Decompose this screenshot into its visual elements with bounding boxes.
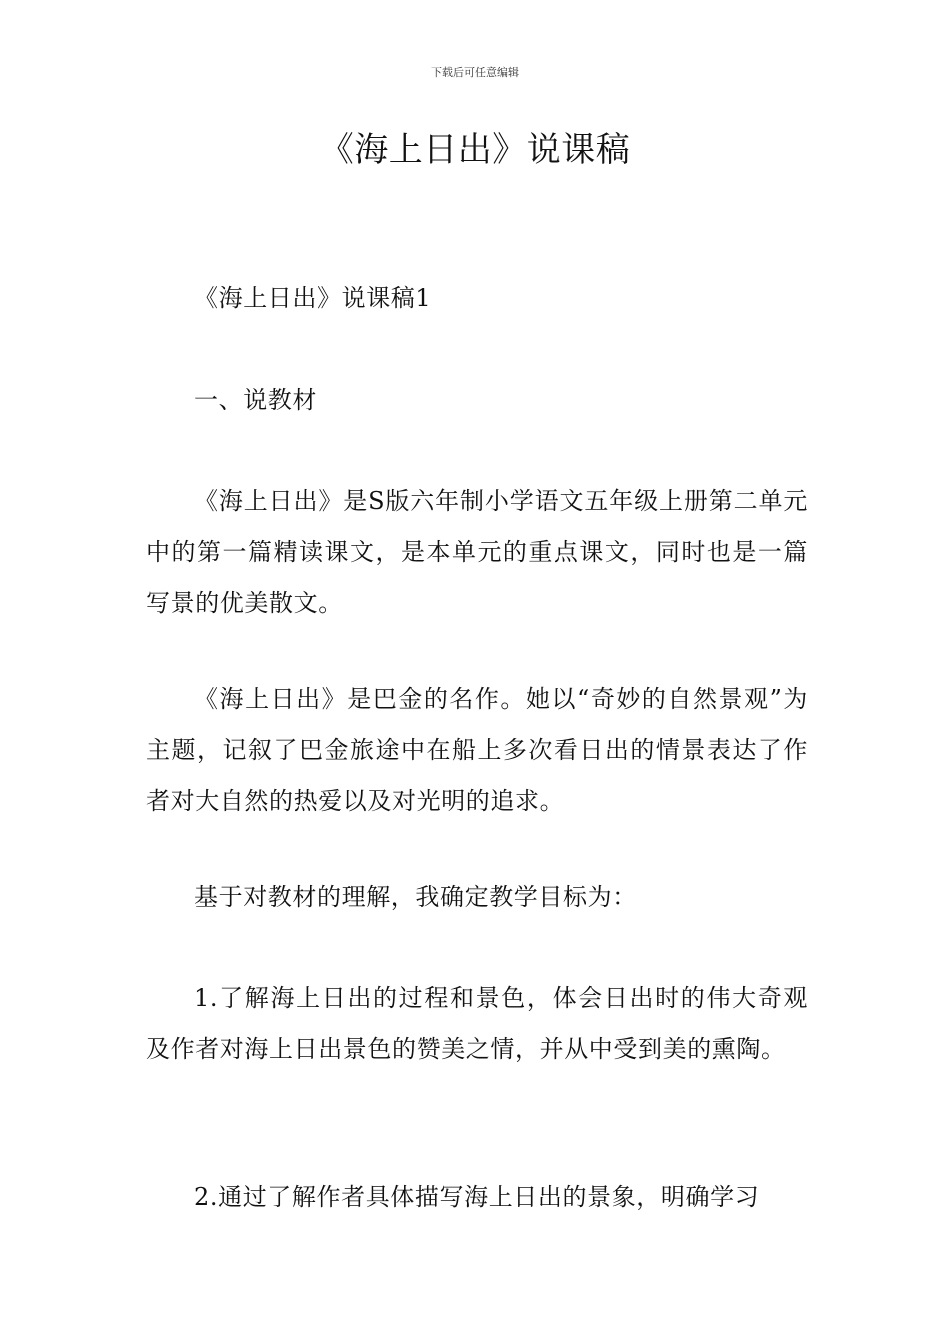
document-title: 《海上日出》说课稿	[319, 130, 631, 170]
header-note: 下载后可任意编辑	[431, 66, 519, 79]
body-paragraph: 基于对教材的理解，我确定教学目标为：	[194, 883, 637, 911]
objective-item: 1.了解海上日出的过程和景色，体会日出时的伟大奇观及作者对海上日出景色的赞美之情，并从中受到美的熏陶。	[146, 984, 808, 1063]
objective-item: 2.通过了解作者具体描写海上日出的景象，明确学习	[194, 1183, 760, 1211]
body-paragraph: 《海上日出》是巴金的名作。她以“奇妙的自然景观”为主题，记叙了巴金旅途中在船上多次看日出的情景表达了作者对大自然的热爱以及对光明的追求。	[146, 685, 808, 815]
subsection-heading: 一、说教材	[194, 386, 317, 414]
body-paragraph: 《海上日出》是S版六年制小学语文五年级上册第二单元中的第一篇精读课文，是本单元的重点课文，同时也是一篇写景的优美散文。	[146, 487, 808, 617]
section-heading: 《海上日出》说课稿1	[194, 284, 432, 312]
